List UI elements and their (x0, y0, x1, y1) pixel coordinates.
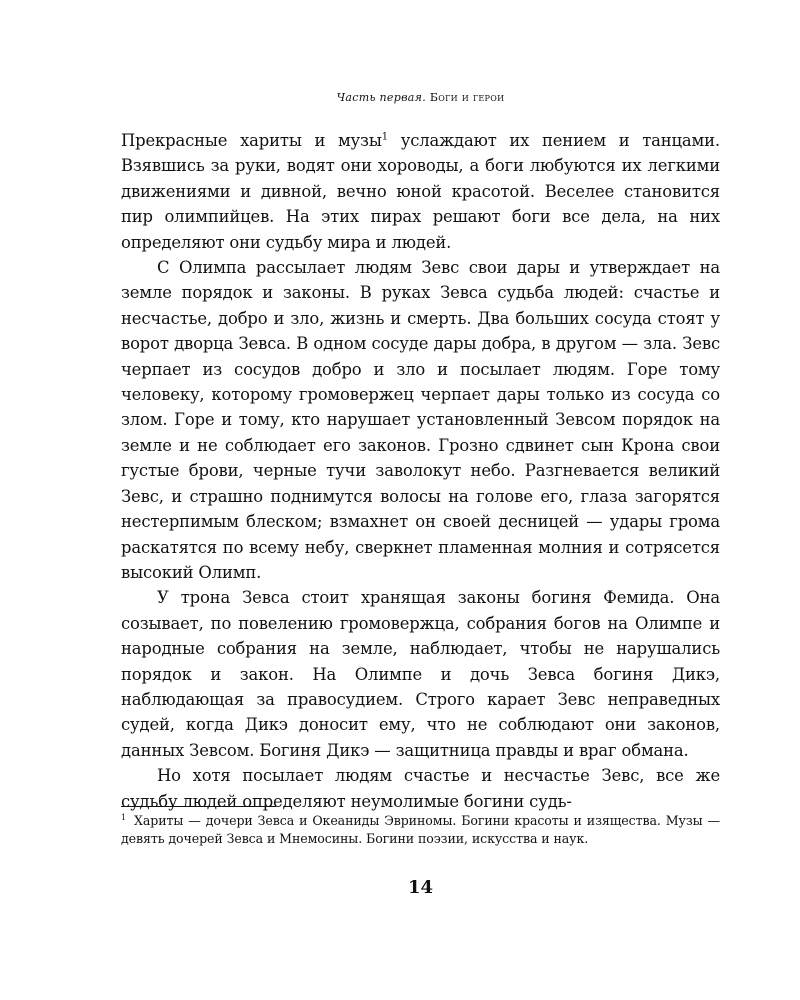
paragraph: С Олимпа рассылает людям Зевс свои дары и утверждает на земле порядок и законы. В руках Зевса судьба людей: счастье и несчастье, добро и зло, жизнь и смерть. Два больших сосуда стоят у ворот дворца Зевса. В одном сосуде дары добра, в другом — зла. Зевс черпает из сосудов добро и зло и посылает людям. Горе тому человеку, которому громовержец черпает дары только из сосуда со злом. Горе и тому, кто нарушает установленный Зевсом порядок на земле и не соблюдает его законов. Грозно сдвинет сын Крона свои густые брови, черные тучи заволокут небо. Разгневается великий Зевс, и страшно поднимутся волосы на голове его, глаза загорятся нестерпимым блеском; взмахнет он своей десницей — удары грома раскатятся по всему небу, сверкнет пламенная молния и сотрясется высокий Олимп. (121, 258, 720, 582)
main-text (121, 128, 720, 814)
running-header-part: Часть первая. (336, 91, 427, 104)
running-header-section: Боги и герои (429, 91, 505, 104)
paragraph: У трона Зевса стоит хранящая законы богиня Фемида. Она созывает, по повелению громовержца, собрания богов на Олимпе и народные собрания на земле, наблюдает, чтобы не нарушались порядок и закон. На Олимпе и дочь Зевса богиня Дикэ, наблюдающая за правосудием. Строго карает Зевс неправедных судей, когда Дикэ доносит ему, что не соблюдают они законов, данных Зевсом. Богиня Дикэ — защитница правды и враг обмана. (121, 588, 720, 760)
footnote-text: Хариты — дочери Зевса и Океаниды Эвриномы. Богини красоты и изящества. Музы — девять дочерей Зевса и Мнемосины. Богини поэзии, искусства и наук. (121, 813, 720, 846)
paragraph-text: Прекрасные хариты и музы (121, 131, 382, 150)
footnote (121, 812, 720, 848)
paragraph (121, 128, 720, 255)
page-number: 14 (407, 877, 434, 898)
footnote-reference: 1 (381, 131, 388, 143)
footnote-divider (121, 806, 276, 807)
footnote-mark: 1 (121, 812, 126, 822)
paragraph: Но хотя посылает людям счастье и несчастье Зевс, все же судьбу людей определяют неумолимые богини судь- (121, 766, 720, 811)
book-page (121, 0, 720, 1000)
paragraph-text: услаждают их пением и танцами. Взявшись за руки, водят они хороводы, а боги любуются их легкими движениями и дивной, вечно юной красотой. Веселее становится пир олимпийцев. На этих пирах решают боги все дела, на них определяют они судьбу мира и людей. (121, 131, 720, 252)
running-header (121, 91, 720, 104)
